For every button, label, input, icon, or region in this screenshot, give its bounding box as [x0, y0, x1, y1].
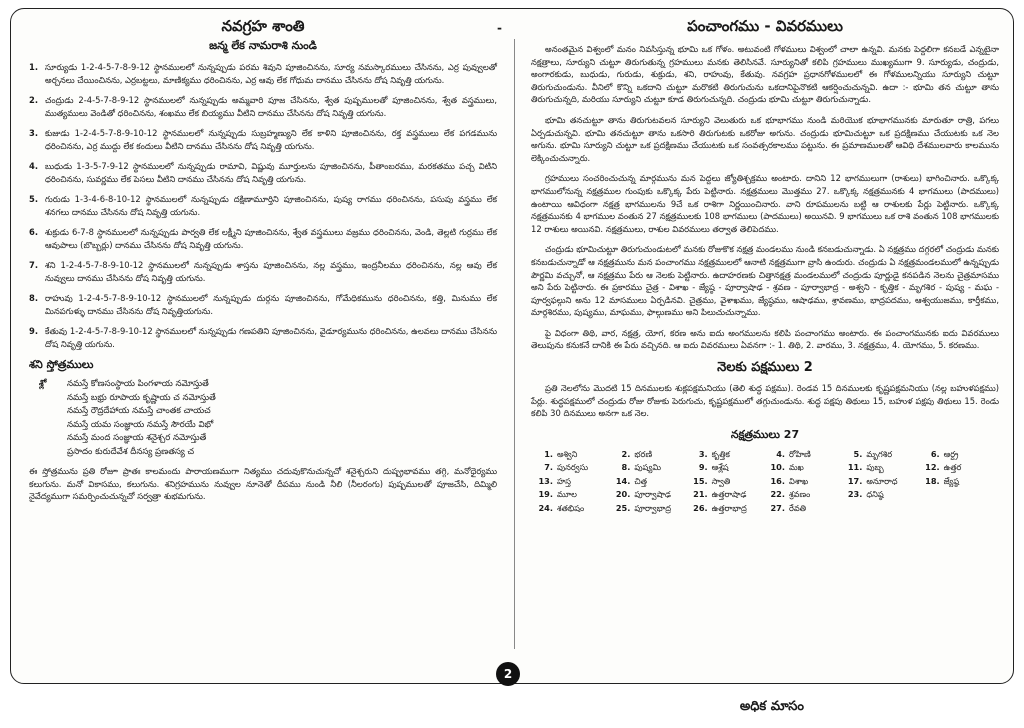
graha-item-text: శని 1-2-4-5-7-8-9-10-12 స్థానములలో నున్నప్పుడు శాస్తను పూజించినను, నల్ల వస్త్రము, ఇంద్రనీలము ధరించినను, నల్ల ఆవు లేక నువ్వులు దానము చేసినను దోష నివృత్తి యగును. [45, 260, 497, 283]
stotra-mark: శ్లో [39, 379, 47, 389]
graha-item [29, 193, 497, 219]
graha-list [29, 61, 497, 351]
graha-item-number: 4. [29, 161, 39, 171]
star-name: హస్త [557, 475, 571, 486]
star-number: 25. [615, 502, 631, 513]
star-name: జ్యేష్ఠ [943, 475, 960, 486]
graha-item-text: గురుడు 1-3-4-6-8-10-12 స్థానములలో నున్నప్పుడు దక్షిణామూర్తిని పూజించినను, పుష్య రాగము ధరించినను, పసుపు వస్త్రము లేక శనగలు దానము చేసినను దోష నివృత్తి యగును. [45, 194, 497, 217]
star-name: అశ్విని [557, 448, 578, 459]
graha-item-number: 3. [29, 128, 39, 138]
star-name: శ్రవణం [789, 489, 811, 500]
star-name: పూర్వాషాఢ [634, 489, 671, 500]
star-entry [922, 488, 995, 501]
star-entry [922, 502, 995, 515]
star-name: ఉత్తర [943, 462, 962, 473]
page-number: 2 [496, 662, 520, 686]
star-number: 12. [925, 462, 940, 473]
graha-item-number: 7. [29, 260, 39, 270]
paksha-text: ప్రతి నెలలోను మొదటి 15 దినములకు శుక్లపక్షమనియు (తెలి శుద్ధ పక్షము). రెండవ 15 దినములకు కృష్ణపక్షమనియు (నల్ల బహుళపక్షము) పేర్లు. శుద్ధపక్షములో చంద్రుడు రోజు రోజుకు పెరుగుచు, కృష్ణపక్షములో తగ్గుచుండును. శుద్ధ పక్షపు తిథులు 15, బహుళ పక్షపు తిథులు 15. రెండు కలిపి 30 దినములు అనగా ఒక నెల. [531, 383, 999, 419]
graha-item-number: 1. [29, 62, 39, 72]
star-name: పుష్యమి [634, 462, 662, 473]
star-name: విశాఖ [789, 475, 809, 486]
star-entry [844, 475, 917, 488]
star-entry [844, 488, 917, 501]
graha-item-number: 9. [29, 326, 39, 336]
star-number: 14. [615, 475, 631, 486]
star-entry [767, 488, 840, 501]
star-number: 19. [538, 489, 553, 500]
panchang-paragraph: అనంతమైన విశ్వంలో మనం నివసిస్తున్న భూమి ఒక గోళం. అటువంటి గోళములు విశ్వంలో చాలా ఉన్నవి. మనకు పెద్దలిగా కనబడే ఎన్నటైనా నక్షత్రాలు, సూర్యుని చుట్టూ తిరుగుతున్న గ్రహములు మనకు తెలిసినవే. సూర్యునితో కలిపి గ్రహములు ముఖ్యముగా 9. సూర్యుడు, చంద్రుడు, అంగారకుడు, బుధుడు, గురుడు, శుక్రుడు, శని, రాహువు, కేతువు. నవగ్రహ ప్రధానగోళములలో ఈ గోళములన్నియు సూర్యుని చుట్టూ తిరుగుచుండును. వీనిలో కొన్ని ఒకదాని చుట్టూ మరొకటి తిరుగుచును ఒకదానిపైనొకటి ఆకర్షించుచున్నవి. ఉదా :- భూమి తన చుట్టూ తాను తిరుగుచున్నది, మరియు సూర్యుని చుట్టూ కూడ తిరుగుచున్నది. చంద్రుడు భూమి చుట్టూ తిరుగుచున్నాడు. [531, 44, 999, 105]
star-number: 16. [770, 475, 785, 486]
stotra-mark [39, 419, 67, 433]
star-entry [690, 488, 763, 501]
right-column [519, 9, 1013, 514]
column-divider [514, 39, 515, 649]
star-number: 27. [770, 502, 785, 513]
star-number: 26. [693, 502, 708, 513]
graha-item-number: 8. [29, 293, 39, 303]
stotra-line [39, 432, 497, 446]
star-entry [767, 475, 840, 488]
star-name: కృత్తిక [711, 448, 730, 459]
star-name: ఉత్తరాషాఢ [711, 489, 747, 500]
stotra-line [39, 392, 497, 406]
stotra-line [39, 378, 497, 392]
star-entry [844, 448, 917, 461]
star-name: ధనిష్ఠ [866, 489, 884, 500]
star-entry [690, 475, 763, 488]
star-name: భరణి [634, 448, 653, 459]
star-name: ఆశ్లేష [711, 462, 729, 473]
star-name: అనూరాధ [866, 475, 898, 486]
stotra-mark [39, 432, 67, 446]
stotra-line-text: నమస్తే బభ్రు రూపాయ కృష్ణాయ చ నమోస్తుతే [67, 392, 216, 403]
panchang-paragraphs [531, 43, 999, 352]
stotra-note: ఈ స్తోత్రమును ప్రతి రోజూ ప్రాతః కాలమందు పారాయణముగా నిత్యము చదువుకొనుచున్నచో శనైశ్చరుని దుష్ప్రభావము తగ్గి, మనోధైర్యము కలుగును. మనో వికాసము, కలుగును. శనిగ్రహమును నువ్వుల నూనెతో దీపము నుండి నీలి (నీలరంగు) పుష్పములతో పూజచేసి, దిమ్మిలి నైవేద్యముగా సమర్పించుచున్నచో సర్వత్రా శుభమగును. [29, 466, 497, 502]
star-entry [690, 448, 763, 461]
footer-text: అధిక మాసం [739, 699, 804, 714]
graha-item [29, 94, 497, 120]
star-name: పుబ్బ [866, 462, 884, 473]
star-entry [612, 475, 685, 488]
stotra-line [39, 446, 497, 460]
star-entry [612, 502, 685, 515]
star-number: 21. [693, 489, 708, 500]
graha-item [29, 259, 497, 285]
star-entry [767, 502, 840, 515]
panchang-paragraph: భూమి తనచుట్టూ తాను తిరుగుటవలన సూర్యుని వెలుతురు ఒక భూభాగము నుండి మరియొక భూభాగమునకు మారుతూ రాత్రి, పగలు ఏర్పడుచున్నవి. భూమి తనచుట్టూ తాను ఒకసారి తిరుగుటకు ఒకరోజు అగును. చంద్రుడు భూమిచుట్టూ ఒక ప్రదక్షిణము చేయుటకు ఒక నెల అగును. భూమి సూర్యుని చుట్టూ ఒక ప్రదక్షిణము చేయుటకు ఒక సంవత్సరకాలము పట్టును. ఈ ప్రమాణములతో ఆవిధి దేశములవారు కాలమును లెక్కించుచున్నారు. [531, 114, 999, 163]
star-number: 20. [615, 489, 631, 500]
graha-item-text: కుజుడు 1-2-4-5-7-8-9-10-12 స్థానములలో నున్నప్పుడు సుబ్రహ్మణ్యుని లేక కాళిని పూజించినను, రక్త వస్త్రములు లేక పగడమును ధరించినను, ఎర్ర ముద్దు లేక కందులు వీటిని దానము చేసినను దోష నివృత్తి యగును. [45, 128, 497, 151]
star-entry [922, 448, 995, 461]
star-entry [844, 502, 917, 515]
graha-item [29, 292, 497, 318]
star-entry [535, 488, 608, 501]
stotra-mark [39, 405, 67, 419]
star-number: 24. [538, 502, 553, 513]
star-number: 2. [621, 448, 631, 459]
page-sheet [10, 8, 1014, 684]
star-entry [535, 448, 608, 461]
stotra-mark [39, 392, 67, 406]
panchang-paragraph: పై విధంగా తిథి, వార, నక్షత్ర, యోగ, కరణ అను ఐదు అంగములను కలిపి పంచాంగము అంటారు. ఈ పంచాంగమునకు ఐదు వివరములు తెలుపును కనుకనే దానికి ఈ పేరు వచ్చినది. ఆ ఐదు వివరములు ఏవనగా :- 1. తిథి, 2. వారము, 3. నక్షత్రము, 4. యోగము, 5. కరణము. [531, 327, 999, 351]
star-number: 22. [770, 489, 785, 500]
star-name: పునర్వసు [557, 462, 589, 473]
graha-item [29, 160, 497, 186]
star-entry [767, 461, 840, 474]
paksha-title: నెలకు పక్షములు 2 [717, 360, 813, 376]
star-name: చిత్త [634, 475, 647, 486]
star-number: 3. [698, 448, 708, 459]
graha-item-text: బుధుడు 1-3-5-7-9-12 స్థానములలో నున్నప్పుడు రామావి, విష్ణువు మూర్తులను పూజించినను, పీతాంబరము, మరకతము పచ్చ విటిని ధరించినను, సువర్ణము లేక పెసలు వీటిని దానము చేసినను దోష నివృత్తి యగును. [45, 161, 497, 184]
graha-item-text: శుక్రుడు 6-7-8 స్థానములలో నున్నప్పుడు పార్వతి లేక లక్ష్మీని పూజించినను, శ్వేత వస్త్రములు వజ్రము ధరించినను, వెండి, తెల్లటి గుర్రము లేక ఆవుపాలు (బొబ్బర్లు) దానము చేసినను దోష నివృత్తి యగును. [45, 227, 497, 250]
star-name: పూర్వాభాద్ర [634, 502, 672, 513]
graha-item [29, 61, 497, 87]
star-entry [767, 448, 840, 461]
graha-item-number: 2. [29, 95, 39, 105]
graha-item [29, 226, 497, 252]
stotra-line-text: ప్రసాదం కురుదేవేశ దీనస్య ప్రణతస్య చ [67, 446, 195, 457]
star-number: 18. [925, 475, 940, 486]
star-name: ఆర్ద్ర [943, 448, 959, 459]
star-name: ఉత్తరాభాద్ర [711, 502, 747, 513]
star-name: మృగశిర [866, 448, 893, 459]
star-name: రేవతి [789, 502, 807, 513]
left-column [11, 9, 511, 503]
stotra-line-text: నమస్తే రౌద్రదేహాయ నమస్తే చాంతక చాయచ [67, 406, 211, 416]
star-entry [612, 448, 685, 461]
star-entry [612, 488, 685, 501]
stotra-mark [39, 446, 67, 460]
star-number: 6. [930, 448, 940, 459]
stotra-line-text: నమస్తే కోణసంస్థాయ పింగళాయ నమోస్తుతే [67, 379, 209, 389]
stars-grid [535, 448, 995, 515]
center-dash: - [497, 21, 502, 35]
star-number: 9. [698, 462, 708, 473]
star-number: 13. [538, 475, 553, 486]
star-number: 10. [770, 462, 785, 473]
graha-item-text: కేతువు 1-2-4-5-7-8-9-10-12 స్థానములలో నున్నప్పుడు గణపతిని పూజించినను, వైడూర్యమును ధరించినను, ఉలవలు దానము చేసినను దోష నివృత్తి యగును. [45, 326, 497, 349]
graha-item-text: రాహువు 1-2-4-5-7-8-9-10-12 స్థానములలో నున్నప్పుడు దుర్గను పూజించినను, గోమేధికమును ధరించినను, కత్తి, మినుము లేక మినపగుళ్ళు దానము చేసినను దోష నివృత్తియగును. [45, 293, 497, 316]
stotra-lines [39, 378, 497, 459]
graha-item [29, 325, 497, 351]
star-name: మూల [557, 489, 577, 500]
star-entry [535, 475, 608, 488]
star-number: 7. [544, 462, 553, 473]
stotra-line-text: నమస్తే యమ సంజ్ఞాయ నమస్తే సౌరయే విభో [67, 419, 214, 430]
graha-item [29, 127, 497, 153]
graha-item-number: 5. [29, 194, 39, 204]
star-name: మఖ [789, 462, 804, 473]
star-name: రోహిణి [789, 448, 811, 459]
stotra-line [39, 405, 497, 419]
star-number: 23. [847, 489, 863, 500]
star-entry [922, 461, 995, 474]
star-entry [844, 461, 917, 474]
star-entry [690, 461, 763, 474]
star-number: 1. [544, 448, 553, 459]
left-title: నవగ్రహ శాంతి [221, 17, 305, 35]
star-number: 11. [847, 462, 863, 473]
stotra-line-text: నమస్తే మంద సంజ్ఞాయ శనైశ్చర నమోస్తుతే [67, 433, 207, 443]
star-name: స్వాతి [711, 475, 731, 486]
star-entry [535, 461, 608, 474]
stotra-title: శని స్తోత్రములు [29, 358, 94, 371]
graha-item-number: 6. [29, 227, 39, 237]
star-entry [690, 502, 763, 515]
stars-title: నక్షత్రములు 27 [730, 427, 800, 441]
star-entry [535, 502, 608, 515]
stotra-line [39, 419, 497, 433]
star-number: 5. [853, 448, 863, 459]
star-entry [922, 475, 995, 488]
star-entry [612, 461, 685, 474]
graha-item-text: సూర్యుడు 1-2-4-5-7-8-9-12 స్థానములలో నున్నప్పుడు పరమ శివుని పూజించినను, సూర్య నమస్కారములు చేసినను, ఎర్ర పువ్వులతో అర్చనలు చేయించినను, ఎర్రబట్టలు, మాణిక్యము ధరించినను, ఎర్ర ఆవు లేక గోధుమ దానము చేసినను దోష నివృత్తి యగును. [45, 62, 497, 85]
star-name: శతభిషం [557, 502, 585, 513]
star-number: 17. [847, 475, 863, 486]
right-title: పంచాంగము - వివరములు [687, 17, 843, 35]
panchang-paragraph: చంద్రుడు భూమిచుట్టూ తిరుగుచుండుటలో మనకు రోజుకొక నక్షత్ర మండలము నుండి కనబడుచున్నాడు. ఏ నక్షత్రము దగ్గరలో చంద్రుడు మనకు కనబడుచున్నాడో ఆ నక్షత్రమును మన పంచాంగము నక్షత్రములలో ఆనాటి నక్షత్రముగా వ్రాసి ఉందురు. చంద్రుడు ఏ నక్షత్రమండలములో ఉన్నప్పుడు పౌర్ణమి వచ్చునో, ఆ నక్షత్రము పేరు ఆ నెలకు పెట్టినారు. ఉదాహరణకు చిత్తానక్షత్ర మండలములో చంద్రుడు పూర్ణుడై కనపడిన నెలను చైత్రమాసము అని పేరు పెట్టినారు. ఈ ప్రకారము చైత్ర - విశాఖ - జ్యేష్ఠ - పూర్వాషాఢ - శ్రవణ - పూర్వాభాద్ర - అశ్వని - కృత్తిక - మృగశిర - పుష్య - మఘ - పూర్వఫల్గుని అను 12 మాసములు ఏర్పడినవి. చైత్రము, వైశాఖము, జ్యేష్ఠము, ఆషాఢము, శ్రావణము, భాద్రపదము, ఆశ్వయుజము, కార్తీకము, మార్గశిరము, పుష్యము, మాఘము, ఫాల్గుణము అని పిలుచుచున్నాము. [531, 244, 999, 318]
star-number: 8. [621, 462, 631, 473]
left-subtitle: జన్మ లేక నామరాశి నుండి [209, 39, 317, 52]
panchang-paragraph: గ్రహములు సంచరించుచున్న మార్గమును మన పెద్దలు జ్యోతిశ్చక్రము అంటారు. దానిని 12 భాగములుగా (రాశులు) భాగించినారు. ఒక్కొక్క భాగములోనున్న నక్షత్రముల గుంపుకు ఒక్కొక్క పేరు పెట్టినారు. నక్షత్రములు మొత్తము 27. ఒక్కొక్క నక్షత్రమునకు 4 భాగములు (పాదములు) ఉంటాయి ఆవిధంగా నక్షత్ర భాగములను 9చే ఒక రాశిగా నిర్ణయించినారు. వాని రూపములను బట్టి ఆ రాశులకు పేర్లు పెట్టినారు. ఒక్కొక్క నక్షత్రమునకు 4 భాగముల వంతున 27 నక్షత్రములకు 108 భాగములు (పాదములు) అయినవి. 9 భాగములు ఒక రాశి వంతున 108 భాగములకు 12 రాశులు అయినవి. నక్షత్రములు, రాశుల వివరములు తర్వాత తెలిపెదము. [531, 173, 999, 234]
star-number: 4. [776, 448, 785, 459]
graha-item-text: చంద్రుడు 2-4-5-7-8-9-12 స్థానములలో నున్నప్పుడు అమ్మవారి పూజ చేసినను, శ్వేత పుష్పములతో పూజించినను, శ్వేత వస్త్రములు, ముత్యములు వెండితో ధరించినను, శంఖము లేక బియ్యము వీటిని దానము చేసినను దోష నివృత్తి యగును. [45, 95, 497, 118]
star-number: 15. [693, 475, 708, 486]
